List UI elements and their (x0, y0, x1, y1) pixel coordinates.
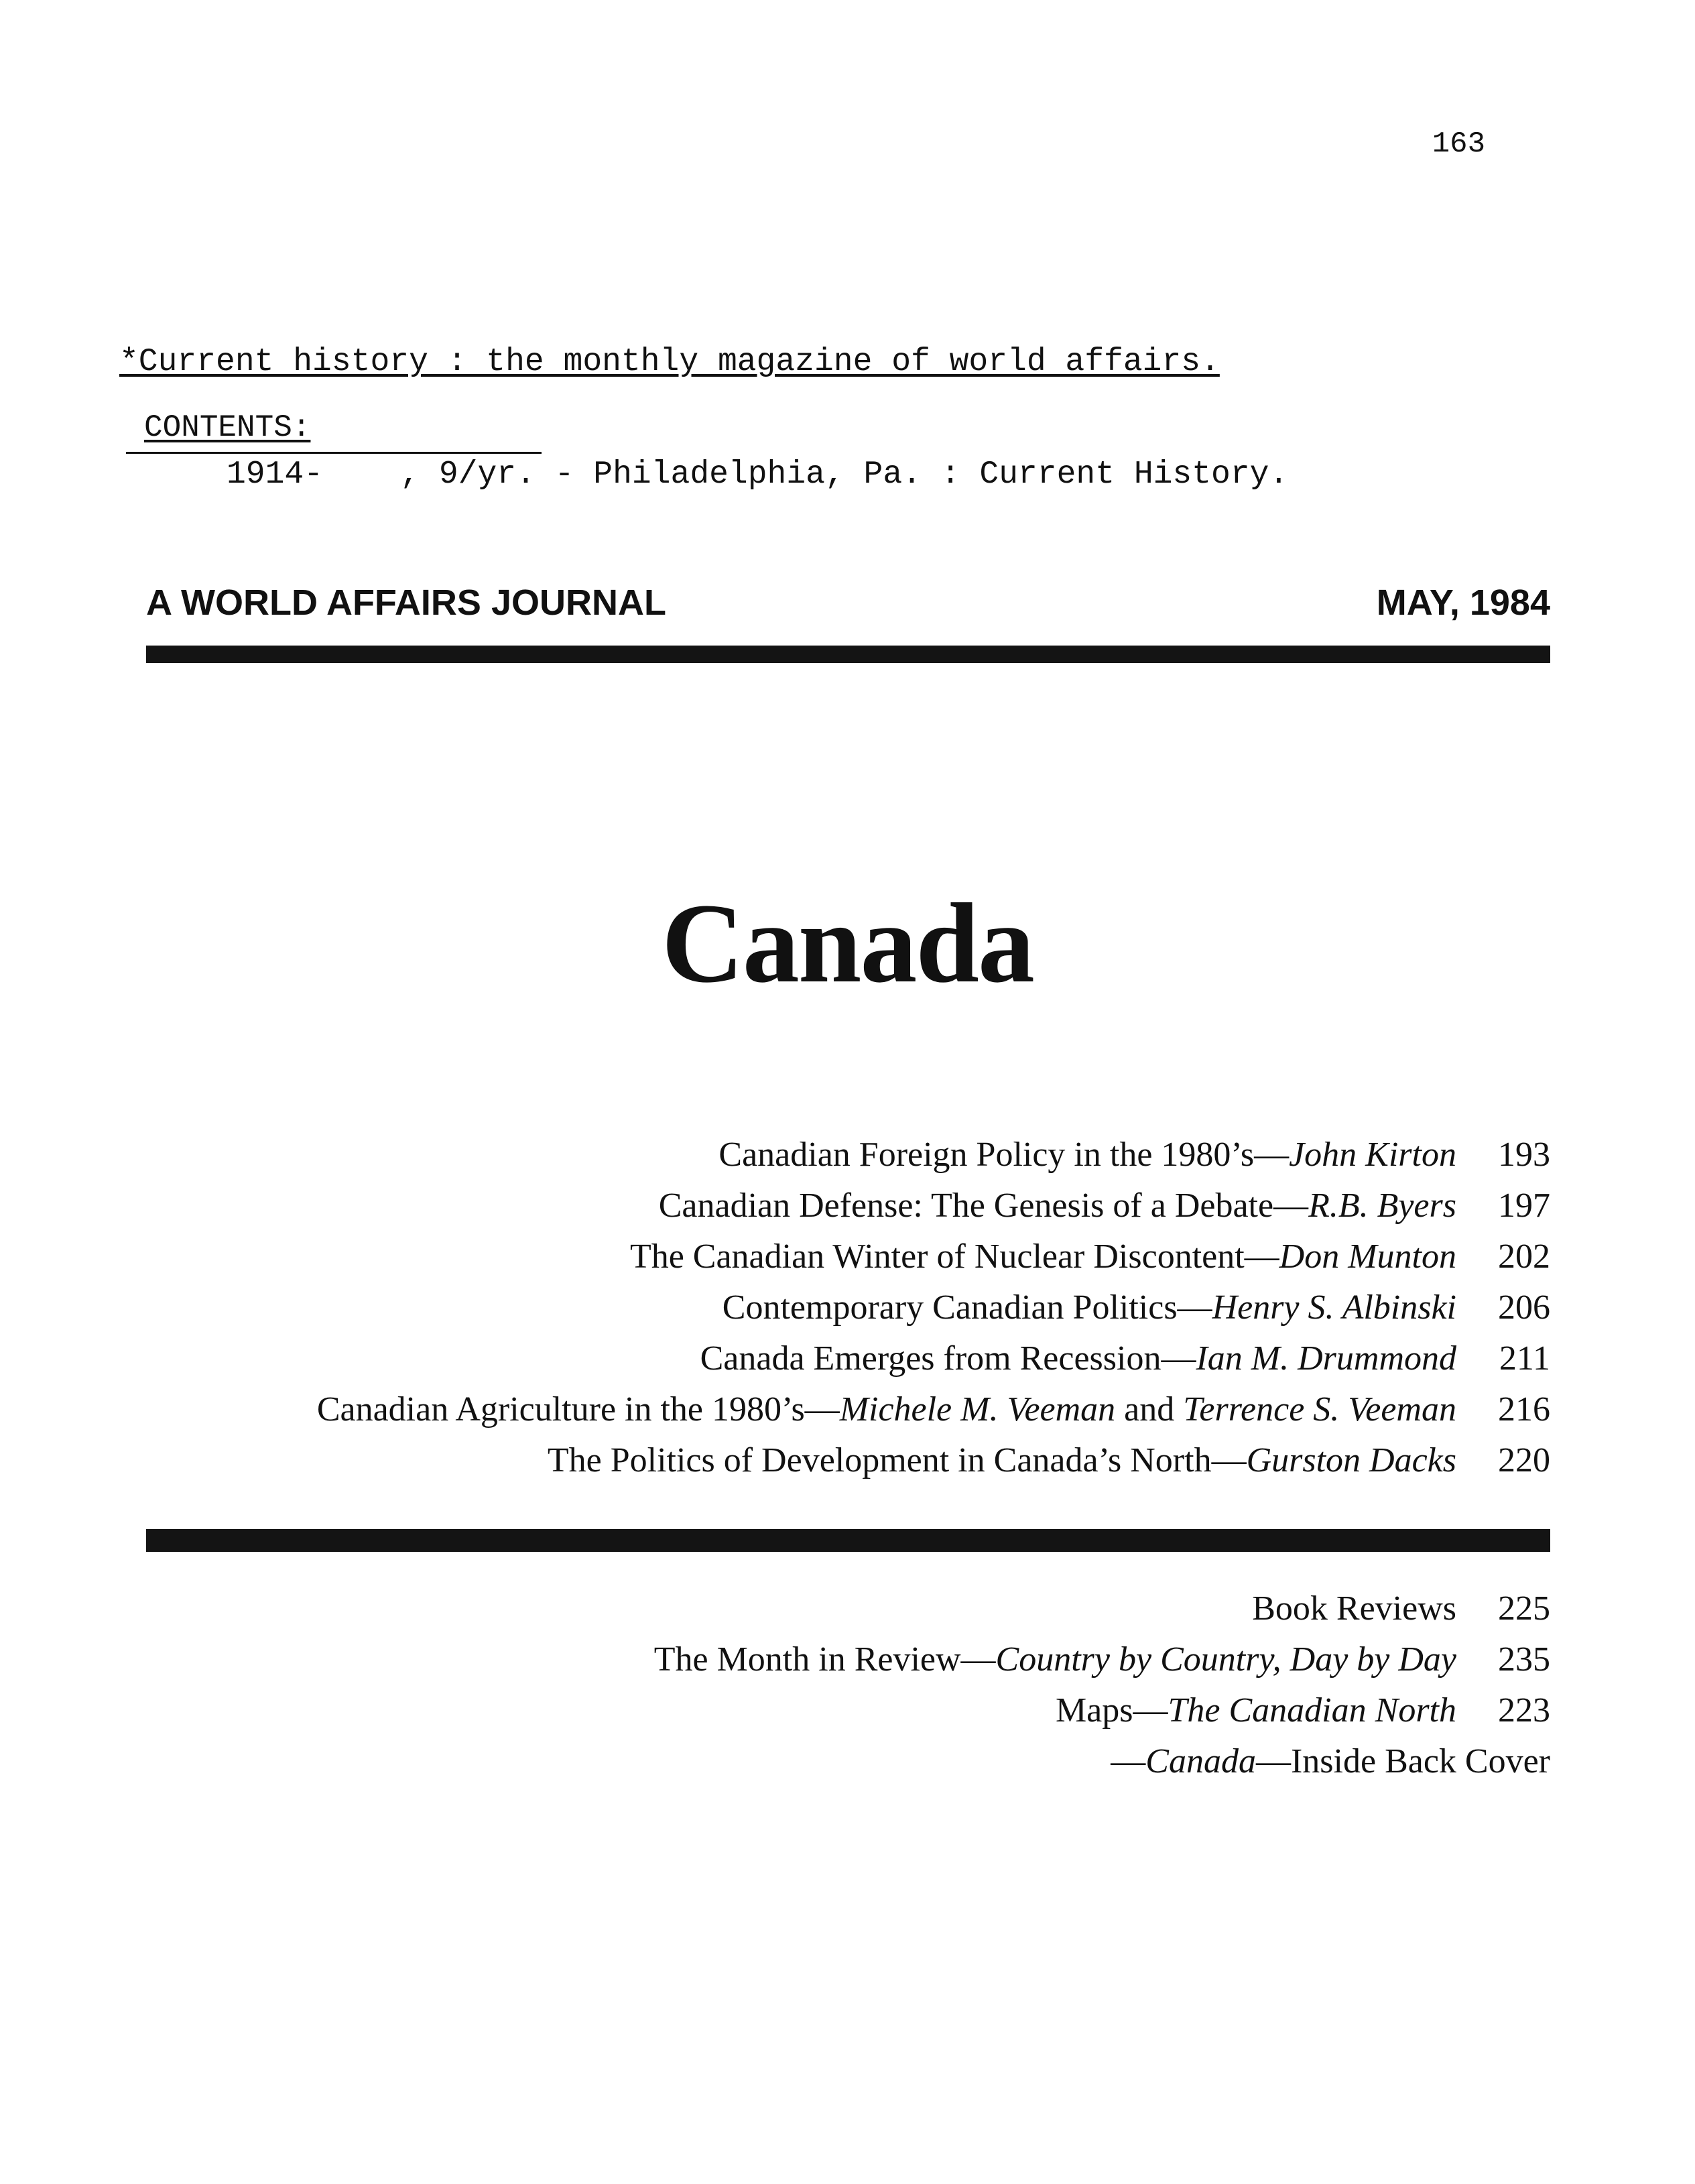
journal-name: A WORLD AFFAIRS JOURNAL (146, 583, 666, 623)
top-rule (146, 646, 1550, 663)
department-subtitle: Country by Country, Day by Day (995, 1640, 1456, 1679)
article-page: 193 (1498, 1136, 1550, 1174)
article-row (143, 1180, 1550, 1231)
article-page: 197 (1498, 1187, 1550, 1225)
department-subtitle: Canada (1145, 1742, 1256, 1780)
department-subtitle: The Canadian North (1168, 1691, 1456, 1730)
article-title: Canadian Foreign Policy in the 1980’s— (718, 1136, 1290, 1174)
bottom-rule (146, 1529, 1550, 1552)
catalog-entry (119, 268, 1288, 531)
article-page: 216 (1498, 1390, 1550, 1429)
article-author: R.B. Byers (1308, 1187, 1456, 1225)
article-title: The Politics of Development in Canada’s North— (547, 1441, 1247, 1479)
article-author: Henry S. Albinski (1212, 1288, 1456, 1327)
department-list (143, 1583, 1550, 1787)
article-page: 211 (1499, 1339, 1550, 1378)
catalog-title: *Current history : the monthly magazine of world affairs. (119, 344, 1220, 380)
department-page: 225 (1498, 1589, 1550, 1628)
article-author: John Kirton (1289, 1136, 1456, 1174)
article-row (143, 1384, 1550, 1435)
catalog-imprint: 1914- , 9/yr. - Philadelphia, Pa. : Current History. (227, 457, 1289, 493)
article-row (143, 1282, 1550, 1333)
department-title: — (1111, 1742, 1146, 1780)
department-row (143, 1634, 1550, 1685)
department-title: Maps— (1055, 1691, 1168, 1730)
article-list (143, 1130, 1550, 1486)
article-row (143, 1435, 1550, 1486)
issue-title: Canada (662, 880, 1033, 1006)
article-page: 206 (1498, 1288, 1550, 1327)
article-row (143, 1130, 1550, 1180)
department-row (143, 1736, 1550, 1787)
article-row (143, 1231, 1550, 1282)
author-connector: and (1115, 1390, 1184, 1429)
department-title: Book Reviews (1252, 1589, 1456, 1628)
article-title: The Canadian Winter of Nuclear Discontent— (629, 1237, 1279, 1276)
department-title: The Month in Review— (653, 1640, 996, 1679)
article-page: 220 (1498, 1441, 1550, 1479)
article-author-2: Terrence S. Veeman (1183, 1390, 1456, 1429)
article-title: Canadian Agriculture in the 1980’s— (316, 1390, 840, 1429)
department-location: —Inside Back Cover (1255, 1742, 1550, 1780)
article-row (143, 1333, 1550, 1384)
department-row (143, 1583, 1550, 1634)
article-title: Canadian Defense: The Genesis of a Debate— (658, 1187, 1309, 1225)
article-author: Gurston Dacks (1246, 1441, 1456, 1479)
article-title: Contemporary Canadian Politics— (722, 1288, 1212, 1327)
article-page: 202 (1498, 1237, 1550, 1276)
department-page: 223 (1498, 1691, 1550, 1730)
article-author: Ian M. Drummond (1196, 1339, 1456, 1378)
page-number: 163 (1432, 127, 1485, 161)
article-title: Canada Emerges from Recession— (700, 1339, 1196, 1378)
article-author: Don Munton (1279, 1237, 1456, 1276)
issue-date: MAY, 1984 (1376, 583, 1550, 623)
department-row (143, 1685, 1550, 1736)
contents-label: CONTENTS: (144, 410, 311, 445)
journal-header (146, 582, 1550, 623)
department-page: 235 (1498, 1640, 1550, 1679)
article-author: Michele M. Veeman (839, 1390, 1116, 1429)
